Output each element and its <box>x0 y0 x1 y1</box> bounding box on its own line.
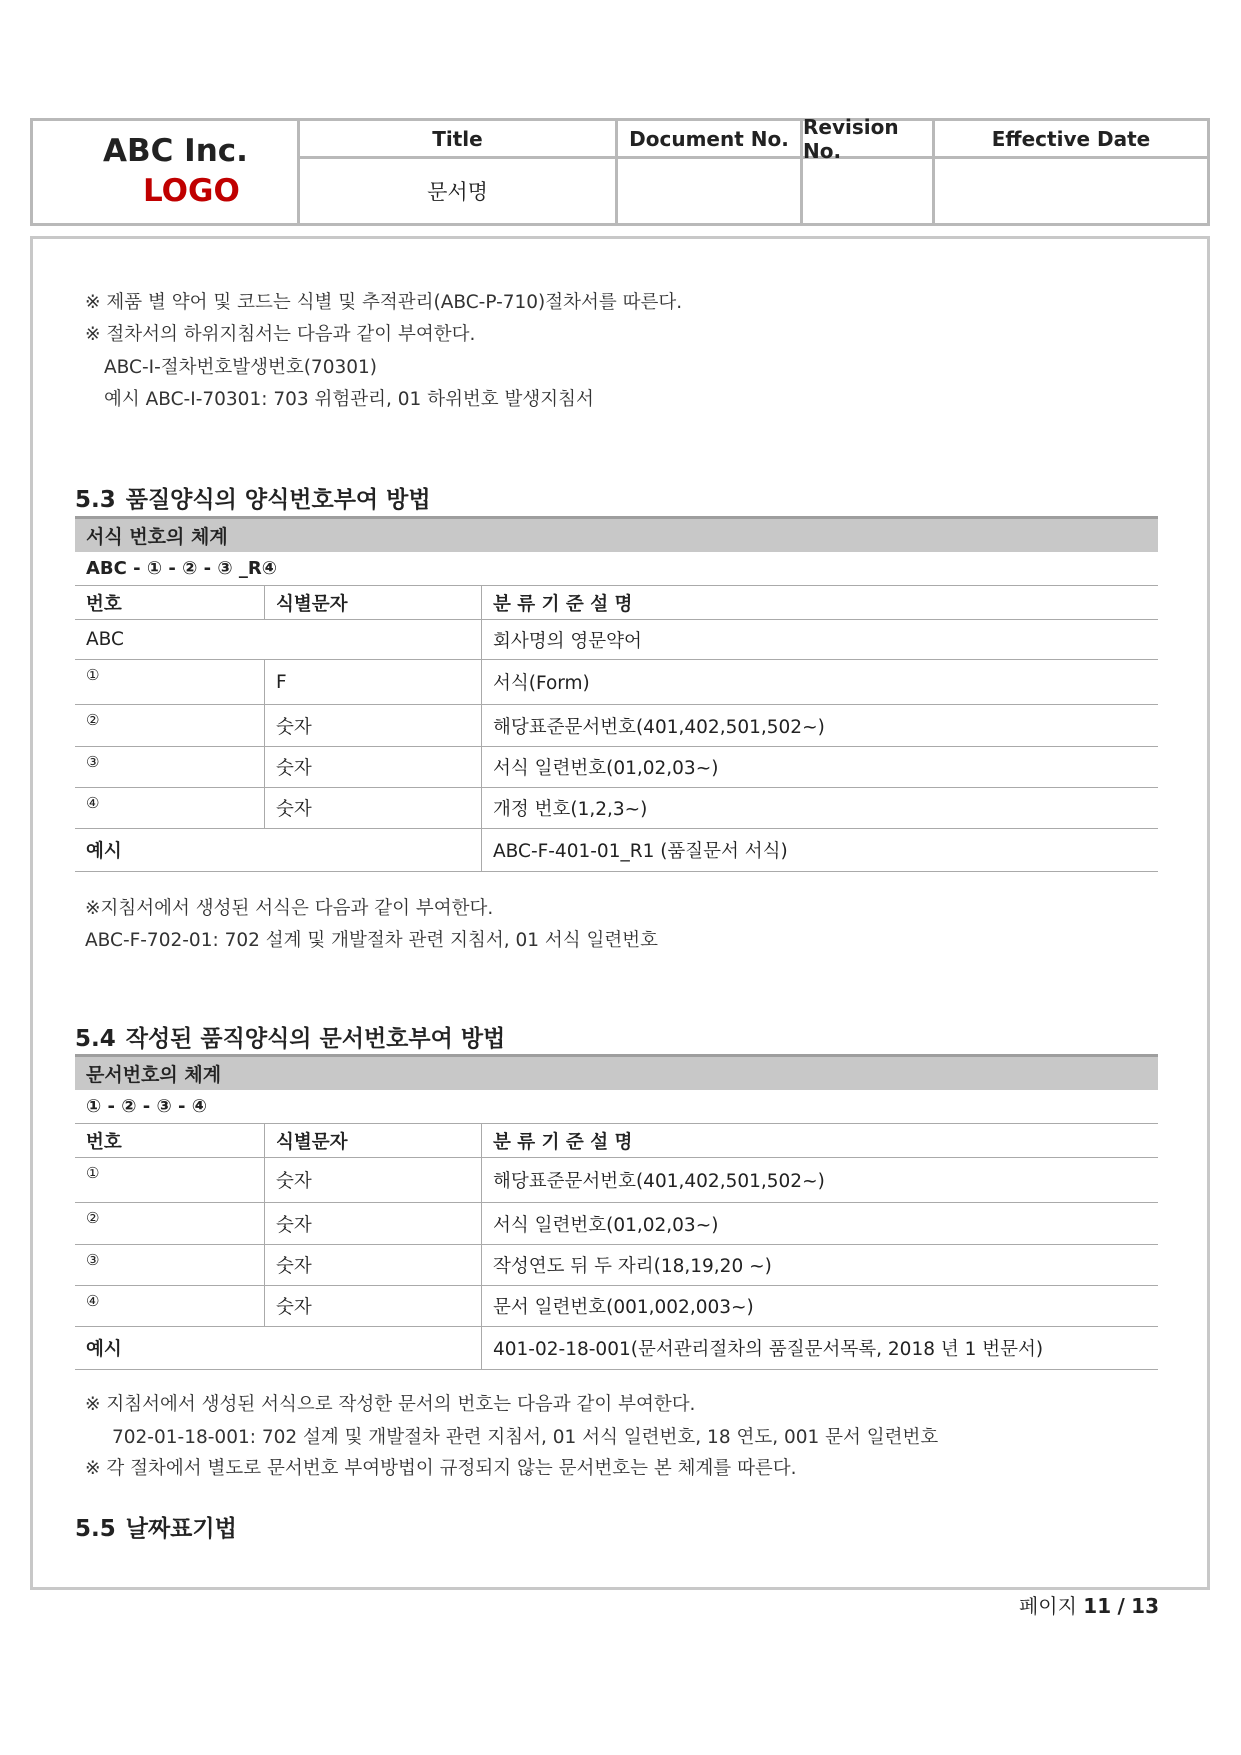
row-identifier: 숫자 <box>265 1245 482 1285</box>
row-identifier: 숫자 <box>265 705 482 746</box>
page-indicator <box>1019 1590 1159 1619</box>
title-column <box>300 121 618 223</box>
table-row <box>75 1203 1158 1245</box>
example-row <box>75 829 1158 872</box>
document-note-3: ※ 각 절차에서 별도로 문서번호 부여방법이 규정되지 않는 문서번호는 본 체계를 따른다. <box>85 1458 797 1479</box>
example-label: 예시 <box>75 829 482 871</box>
code-format: ABC - ① - ② - ③ _R④ <box>75 552 1158 586</box>
revision-no-value <box>803 159 932 223</box>
page-separator: / <box>1117 1594 1125 1618</box>
document-no-label: Document No. <box>618 121 800 159</box>
header-number: 번호 <box>75 1124 265 1157</box>
example-value: ABC-F-401-01_R1 (품질문서 서식) <box>493 841 788 862</box>
current-page: 11 <box>1083 1594 1112 1618</box>
row-number: ② <box>75 705 265 746</box>
row-description: 해당표준문서번호(401,402,501,502~) <box>493 1171 825 1192</box>
table-row <box>75 1286 1158 1327</box>
row-description: 회사명의 영문약어 <box>493 630 642 652</box>
section-title: 품질양식의 양식번호부여 방법 <box>125 487 431 513</box>
table-row <box>75 620 1158 660</box>
table-caption: 문서번호의 체계 <box>75 1054 1158 1090</box>
row-number: ④ <box>75 788 265 828</box>
row-identifier: F <box>265 660 482 704</box>
effective-date-column <box>935 121 1207 223</box>
code-format: ① - ② - ③ - ④ <box>75 1090 1158 1124</box>
document-no-value <box>618 159 800 223</box>
row-identifier: 숫자 <box>265 1158 482 1202</box>
section-number: 5.3 <box>75 487 116 513</box>
document-header <box>30 114 1210 226</box>
intro-note-4: 예시 ABC-I-70301: 703 위험관리, 01 하위번호 발생지침서 <box>104 389 594 410</box>
row-description: 해당표준문서번호(401,402,501,502~) <box>493 716 825 738</box>
table-row <box>75 705 1158 747</box>
section-5-4-heading <box>75 1020 505 1053</box>
company-name: ABC Inc. <box>103 133 248 169</box>
document-number-table <box>75 1054 1158 1370</box>
row-number: ABC <box>75 620 482 659</box>
table-caption: 서식 번호의 체계 <box>75 516 1158 552</box>
total-pages: 13 <box>1131 1594 1159 1618</box>
logo-cell <box>33 121 300 223</box>
header-identifier: 식별문자 <box>265 586 482 619</box>
row-description: 개정 번호(1,2,3~) <box>493 799 648 820</box>
row-description: 문서 일련번호(001,002,003~) <box>493 1297 754 1318</box>
section-number: 5.4 <box>75 1026 116 1052</box>
header-identifier: 식별문자 <box>265 1124 482 1157</box>
page-label: 페이지 <box>1018 1594 1077 1618</box>
section-title: 날짜표기법 <box>125 1516 237 1542</box>
header-description: 분 류 기 준 설 명 <box>493 593 633 615</box>
title-label: Title <box>300 121 615 159</box>
form-number-table <box>75 516 1158 872</box>
row-description: 서식 일련번호(01,02,03~) <box>493 758 719 779</box>
row-identifier: 숫자 <box>265 747 482 787</box>
form-note-2: ABC-F-702-01: 702 설계 및 개발절차 관련 지침서, 01 서식 일련번호 <box>85 930 659 951</box>
form-note-1: ※지침서에서 생성된 서식은 다음과 같이 부여한다. <box>85 898 494 919</box>
row-number: ③ <box>75 747 265 787</box>
section-number: 5.5 <box>75 1516 116 1542</box>
row-number: ① <box>75 660 265 704</box>
document-no-column <box>618 121 803 223</box>
revision-no-label: Revision No. <box>803 121 932 159</box>
company-logo: LOGO <box>143 173 240 209</box>
table-row <box>75 747 1158 788</box>
row-description: 서식 일련번호(01,02,03~) <box>493 1214 719 1236</box>
document-note-2: 702-01-18-001: 702 설계 및 개발절차 관련 지침서, 01 서식 일련번호, 18 연도, 001 문서 일련번호 <box>112 1427 939 1448</box>
example-value: 401-02-18-001(문서관리절차의 품질문서목록, 2018 년 1 번문서) <box>493 1339 1044 1360</box>
header-number: 번호 <box>75 586 265 619</box>
document-note-1: ※ 지침서에서 생성된 서식으로 작성한 문서의 번호는 다음과 같이 부여한다. <box>85 1394 696 1415</box>
row-description: 작성연도 뒤 두 자리(18,19,20 ~) <box>493 1256 772 1277</box>
intro-note-3: ABC-I-절차번호발생번호(70301) <box>104 357 378 378</box>
section-5-3-heading <box>75 481 431 514</box>
intro-note-1: ※ 제품 별 약어 및 코드는 식별 및 추적관리(ABC-P-710)절차서를 따른다. <box>85 292 683 313</box>
revision-no-column <box>803 114 935 223</box>
row-description: 서식(Form) <box>493 673 590 694</box>
row-number: ④ <box>75 1286 265 1326</box>
row-number: ③ <box>75 1245 265 1285</box>
section-5-5-heading <box>75 1510 237 1543</box>
row-identifier: 숫자 <box>265 788 482 828</box>
table-header-row <box>75 1124 1158 1158</box>
example-label: 예시 <box>75 1327 482 1369</box>
effective-date-value <box>935 159 1207 223</box>
title-value: 문서명 <box>427 180 488 204</box>
intro-note-2: ※ 절차서의 하위지침서는 다음과 같이 부여한다. <box>85 324 476 345</box>
table-row <box>75 1158 1158 1203</box>
row-identifier: 숫자 <box>265 1286 482 1326</box>
row-number: ① <box>75 1158 265 1202</box>
table-row <box>75 660 1158 705</box>
example-row <box>75 1327 1158 1370</box>
table-row <box>75 1245 1158 1286</box>
header-description: 분 류 기 준 설 명 <box>493 1131 633 1153</box>
section-title: 작성된 품직양식의 문서번호부여 방법 <box>125 1026 506 1052</box>
row-number: ② <box>75 1203 265 1244</box>
effective-date-label: Effective Date <box>935 121 1207 159</box>
table-header-row <box>75 586 1158 620</box>
row-identifier: 숫자 <box>265 1203 482 1244</box>
table-row <box>75 788 1158 829</box>
